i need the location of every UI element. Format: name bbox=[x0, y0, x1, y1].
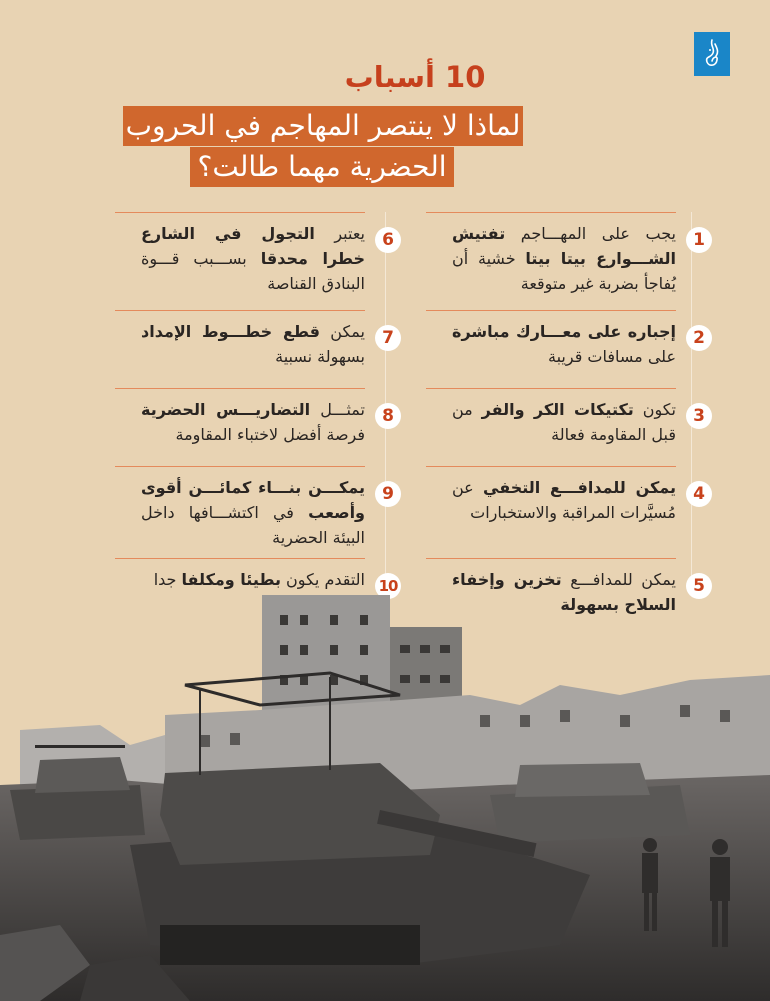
tank-scene-illustration bbox=[0, 585, 770, 1001]
reason-item-1 bbox=[426, 212, 705, 310]
reason-number-badge: 3 bbox=[686, 403, 712, 429]
reason-text: يمكن قطع خطـــوط الإمداد بسهولة نسبية bbox=[141, 322, 366, 366]
reason-text: يمكـــن بنـــاء كمائـــن أقوى وأصعب في اكتشـــافها داخل البيئة الحضرية bbox=[141, 478, 365, 547]
reason-number-badge: 7 bbox=[375, 325, 401, 351]
reason-number-badge: 9 bbox=[375, 481, 401, 507]
reason-text: يمكن للمدافـــع تخزين وإخفاء السلاح بسهولة bbox=[452, 570, 676, 614]
reason-number-badge: 2 bbox=[686, 325, 712, 351]
reasons-column-left bbox=[115, 212, 398, 608]
battlefield-photo bbox=[0, 585, 770, 1001]
reason-item-4 bbox=[426, 466, 705, 558]
reason-text: يجب على المهـــاجم تفتيش الشـــوارع بيتا بيتا خشية أن يُفاجأ بضربة غير متوقعة bbox=[452, 224, 676, 293]
reason-number-badge: 6 bbox=[375, 227, 401, 253]
reason-number-badge: 8 bbox=[375, 403, 401, 429]
reasons-column-right bbox=[426, 212, 705, 628]
reason-item-9 bbox=[115, 466, 394, 558]
title-count-text: 10 أسباب bbox=[344, 60, 486, 94]
reason-item-2 bbox=[426, 310, 705, 388]
reason-number-badge: 1 bbox=[686, 227, 712, 253]
reason-item-3 bbox=[426, 388, 705, 466]
subtitle-banner-line1: لماذا لا ينتصر المهاجم في الحروب bbox=[123, 106, 523, 146]
column-divider-right bbox=[691, 212, 692, 592]
reason-text: تكون تكتيكات الكر والفر من قبل المقاومة فعالة bbox=[452, 400, 677, 444]
title-count bbox=[0, 60, 770, 94]
reason-number-badge: 4 bbox=[686, 481, 712, 507]
reason-item-6 bbox=[115, 212, 394, 310]
subtitle-banner-line2: الحضرية مهما طالت؟ bbox=[190, 147, 454, 187]
reason-item-7 bbox=[115, 310, 394, 388]
reason-text: التقدم يكون بطيئا ومكلفا جدا bbox=[153, 570, 365, 589]
reason-text: إجباره على معـــارك مباشرة على مسافات قريبة bbox=[452, 322, 676, 366]
reason-number-badge: 5 bbox=[686, 573, 712, 599]
reason-text: يعتبر التجول في الشارع خطرا محدقا بســـبب قـــوة البنادق القناصة bbox=[141, 224, 366, 293]
reason-item-8 bbox=[115, 388, 394, 466]
reason-text: تمثـــل التضاريـــس الحضرية فرصة أفضل لاختباء المقاومة bbox=[141, 400, 366, 444]
reason-number-badge: 10 bbox=[375, 573, 401, 599]
reason-text: يمكن للمدافـــع التخفي عن مُسيَّرات المراقبة والاستخبارات bbox=[452, 478, 677, 522]
